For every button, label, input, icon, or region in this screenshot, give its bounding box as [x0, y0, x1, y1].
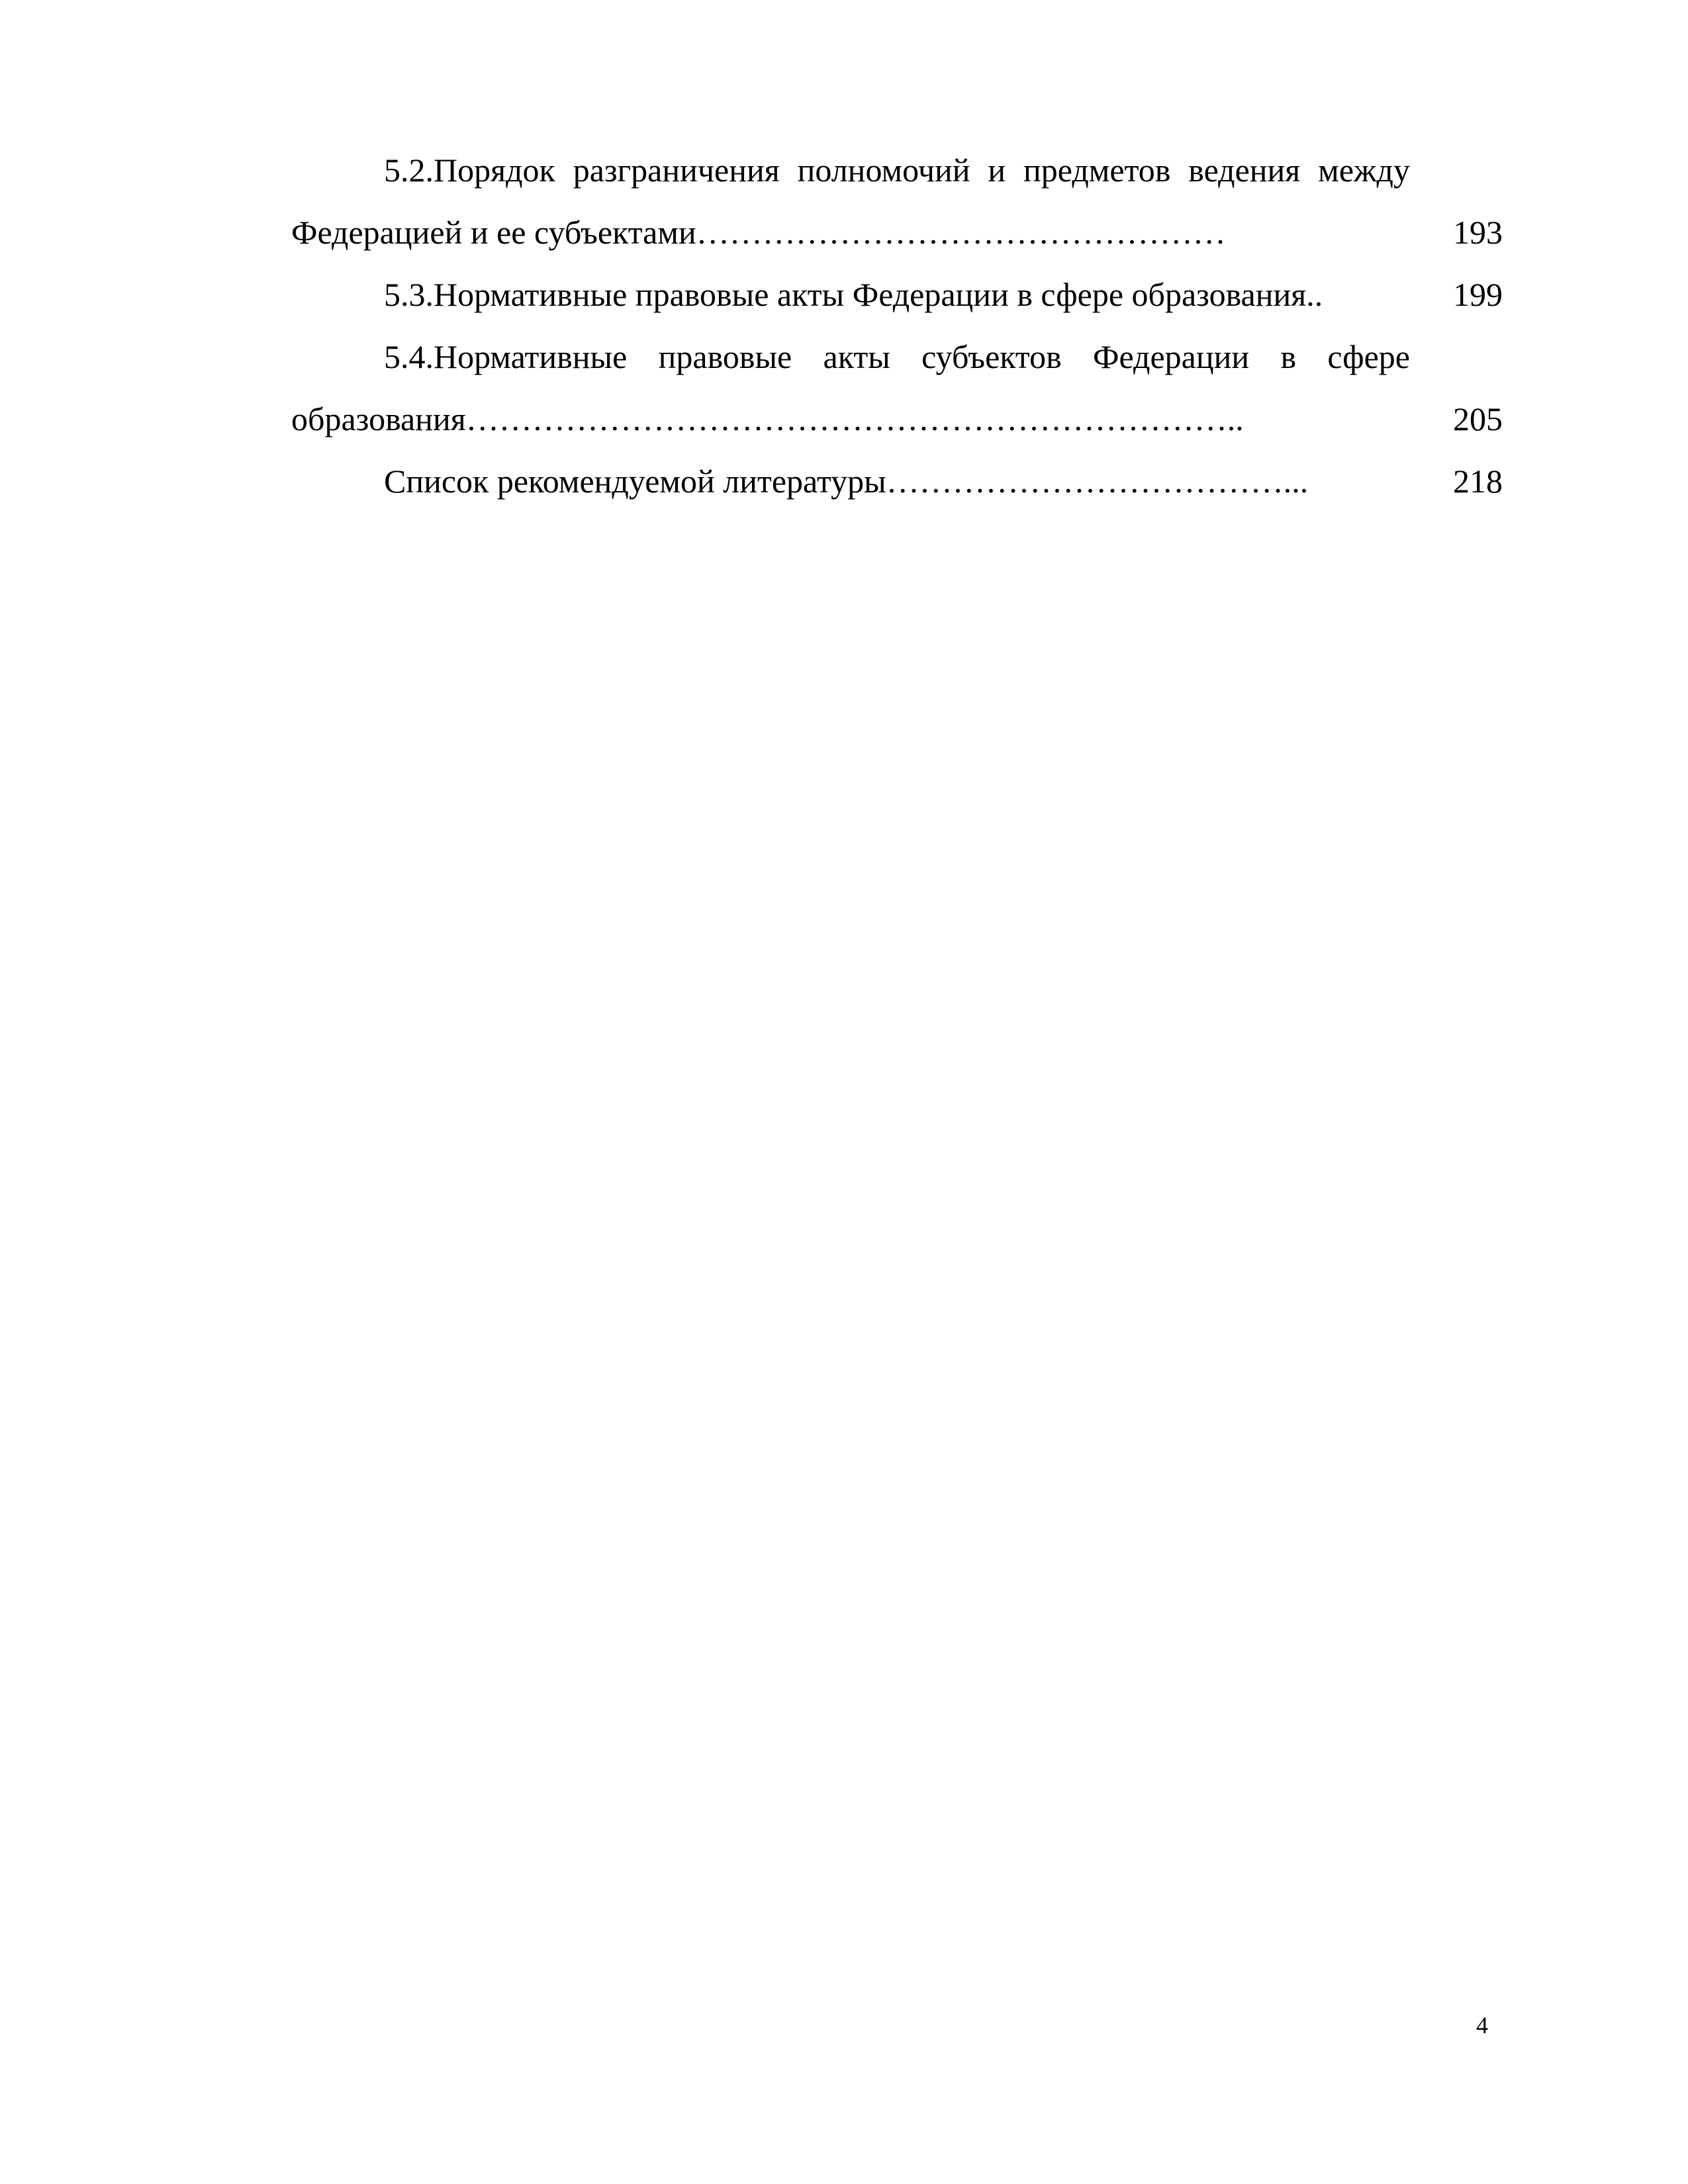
- toc-entry: [291, 450, 1503, 512]
- page-number: 4: [1476, 2012, 1488, 2038]
- toc-entry: [291, 139, 1503, 263]
- toc-entry-title: Список рекомендуемой литературы………………………………...: [384, 463, 1309, 500]
- toc-entry: [291, 326, 1503, 450]
- toc-entry-title: 5.4.Нормативные правовые акты субъектов Федерации в сфере образования……………………………………………………………..: [291, 338, 1410, 437]
- toc-entry: [291, 263, 1503, 326]
- toc-entry-page: 193: [1453, 214, 1503, 251]
- table-of-contents: [291, 139, 1503, 512]
- toc-entry-title: 5.2.Порядок разграничения полномочий и предметов ведения между Федерацией и ее субъектами…………………………………………: [291, 152, 1410, 251]
- toc-entry-page: 199: [1453, 276, 1503, 313]
- toc-entry-page: 218: [1453, 463, 1503, 500]
- toc-entry-title: 5.3.Нормативные правовые акты Федерации в сфере образования..: [384, 276, 1323, 313]
- toc-entry-page: 205: [1453, 400, 1503, 437]
